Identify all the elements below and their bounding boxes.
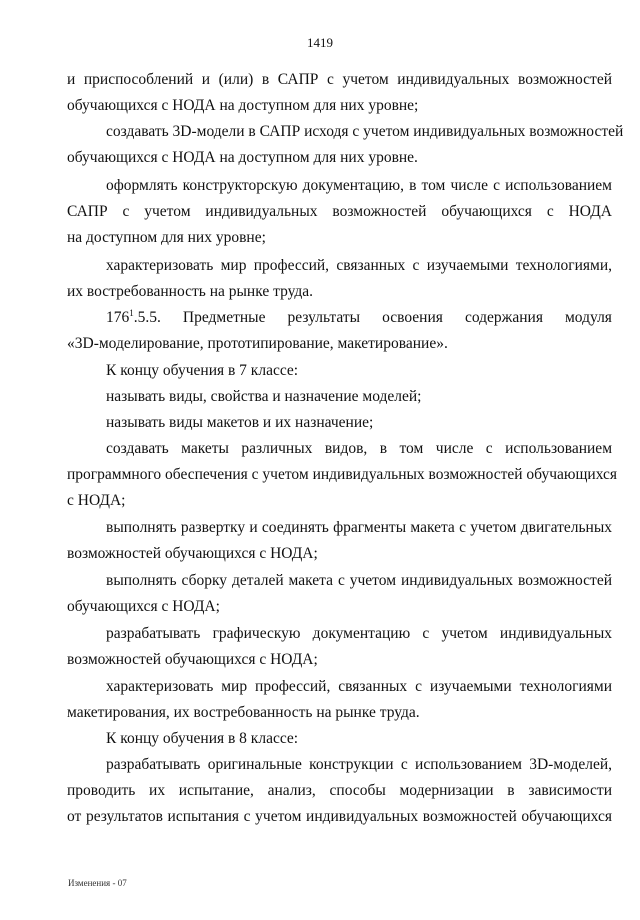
text-line: их востребованность на рынке труда. bbox=[67, 283, 314, 300]
text-line: программного обеспечения с учетом индивидуальных возможностей обучающихся bbox=[67, 466, 618, 483]
heading-word: содержания bbox=[464, 309, 543, 326]
text-line: на доступном для них уровне; bbox=[67, 229, 266, 246]
text-line: «3D-моделирование, прототипирование, макетирование». bbox=[67, 335, 448, 352]
text-line: К концу обучения в 7 классе: bbox=[106, 362, 299, 379]
heading-word: освоения bbox=[382, 309, 443, 326]
heading-word: Предметные bbox=[182, 309, 266, 326]
text-line: обучающихся с НОДА на доступном для них уровне. bbox=[67, 149, 418, 166]
footer-note: Изменения - 07 bbox=[68, 878, 127, 888]
text-line: разрабатывать оригинальные конструкции с использованием 3D-моделей, bbox=[106, 756, 612, 773]
text-line: проводить их испытание, анализ, способы модернизации в зависимости bbox=[67, 782, 612, 799]
text-line: оформлять конструкторскую документацию, в том числе с использованием bbox=[106, 177, 612, 194]
text-line: САПР с учетом индивидуальных возможностей обучающихся с НОДА bbox=[67, 203, 612, 220]
text-line: характеризовать мир профессий, связанных с изучаемыми технологиями bbox=[106, 678, 612, 695]
page-number: 1419 bbox=[307, 35, 333, 50]
text-line: называть виды макетов и их назначение; bbox=[106, 414, 374, 431]
text-line: обучающихся с НОДА; bbox=[67, 598, 220, 615]
text-line: выполнять развертку и соединять фрагменты макета с учетом двигательных bbox=[106, 519, 612, 536]
text-line: создавать 3D-модели в САПР исходя с учетом индивидуальных возможностей bbox=[106, 123, 624, 140]
text-line: создавать макеты различных видов, в том числе с использованием bbox=[106, 440, 612, 457]
text-line: разрабатывать графическую документацию с учетом индивидуальных bbox=[106, 625, 612, 642]
text-line: называть виды, свойства и назначение моделей; bbox=[106, 388, 422, 405]
text-line: и приспособлений и (или) в САПР с учетом индивидуальных возможностей bbox=[67, 71, 612, 88]
text-line: выполнять сборку деталей макета с учетом индивидуальных возможностей bbox=[106, 572, 612, 589]
text-line: с НОДА; bbox=[67, 492, 126, 509]
text-line: от результатов испытания с учетом индивидуальных возможностей обучающихся bbox=[67, 808, 612, 825]
text-line: возможностей обучающихся с НОДА; bbox=[67, 545, 318, 562]
section-heading-line bbox=[106, 308, 612, 328]
text-line: макетирования, их востребованность на рынке труда. bbox=[67, 704, 420, 721]
heading-word: результаты bbox=[287, 309, 361, 326]
text-line: обучающихся с НОДА на доступном для них уровне; bbox=[67, 97, 419, 114]
text-line: возможностей обучающихся с НОДА; bbox=[67, 651, 318, 668]
text-line: характеризовать мир профессий, связанных с изучаемыми технологиями, bbox=[106, 257, 612, 274]
heading-word: модуля bbox=[565, 309, 612, 326]
text-line: К концу обучения в 8 классе: bbox=[106, 730, 299, 747]
section-number: $176^1.5.5$. bbox=[106, 307, 161, 326]
